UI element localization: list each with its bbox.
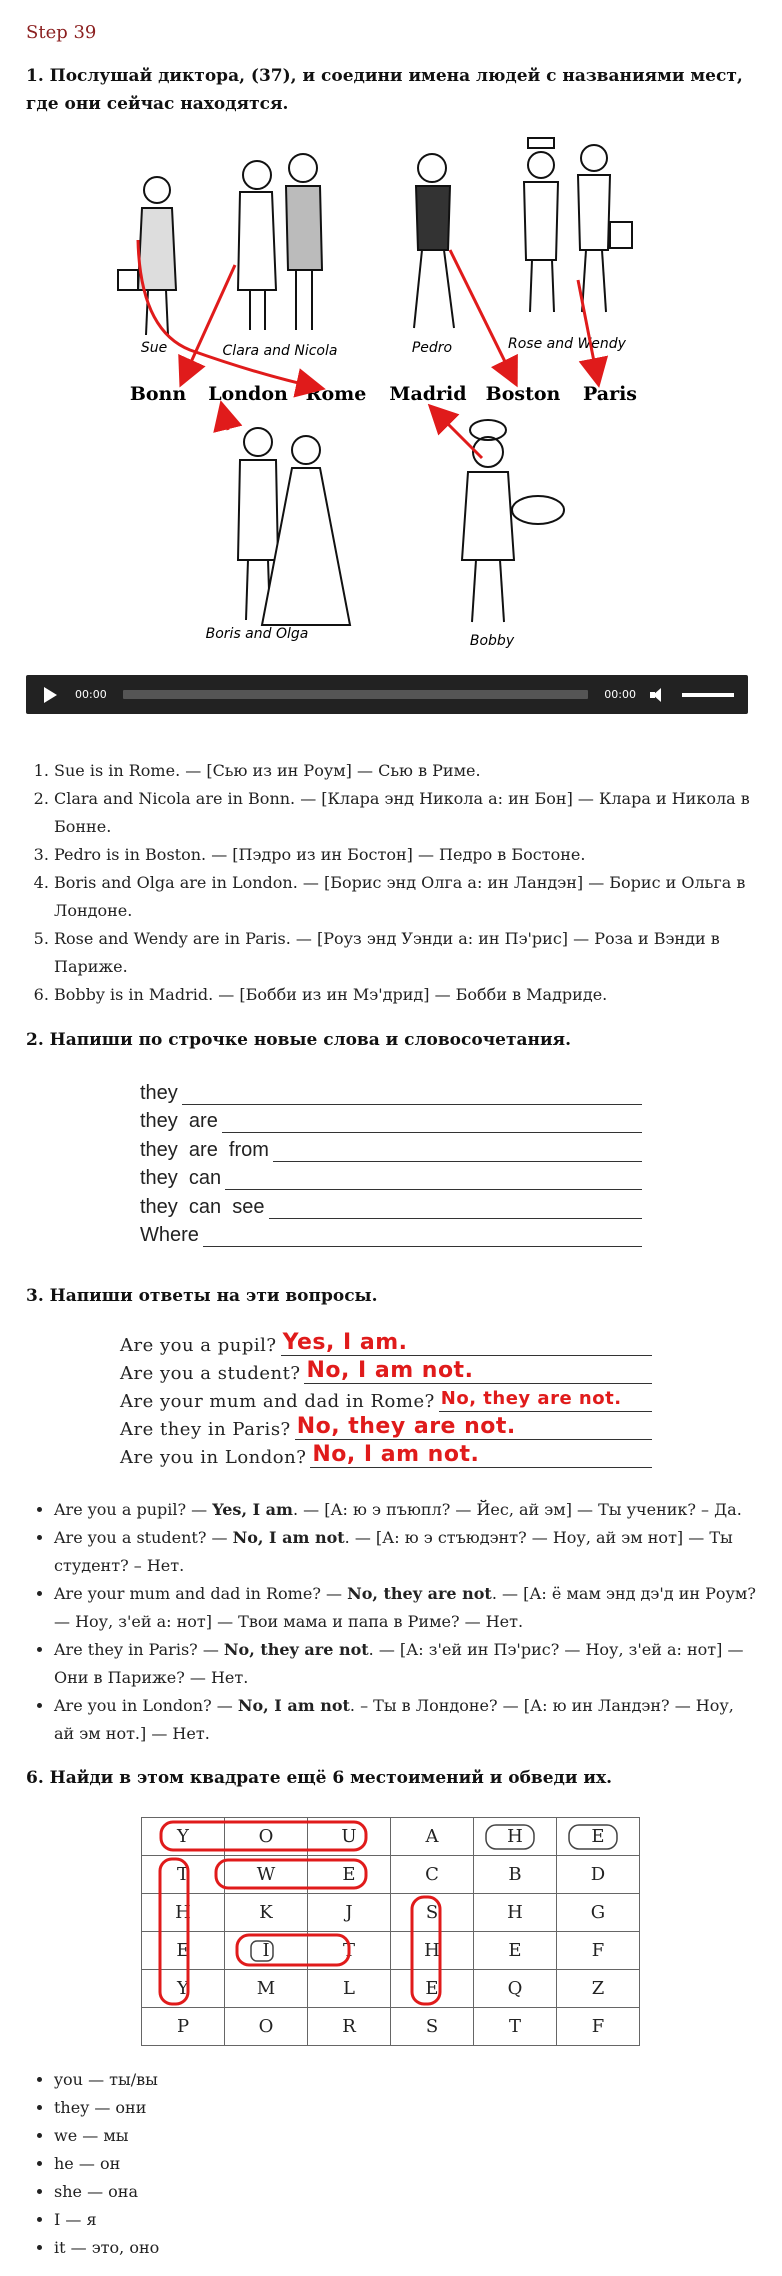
grid-cell: T — [308, 1932, 391, 1970]
arrow-boris-london — [222, 406, 228, 430]
play-icon[interactable] — [44, 687, 57, 703]
line-words: they are from — [140, 1138, 269, 1161]
arrow-pedro-boston — [450, 250, 515, 382]
grid-cell: S — [391, 1894, 474, 1932]
qa-row — [120, 1328, 652, 1356]
list-item: 6. Bobby is in Madrid. — [Бобби из ин Мэ'дрид] — Бобби в Мадриде. — [54, 981, 756, 1009]
step-title: Step 39 — [26, 22, 97, 43]
label-clara-nicola: Clara and Nicola — [222, 343, 338, 359]
section6-heading: 6. Найди в этом квадрате ещё 6 местоимений и обведи их. — [26, 1768, 613, 1788]
grid-cell: O — [225, 1818, 308, 1856]
grid-cell: A — [391, 1818, 474, 1856]
volume-icon[interactable] — [650, 688, 666, 702]
qa-row — [120, 1440, 652, 1468]
grid-cell: Q — [474, 1970, 557, 2008]
list-item: • Are you a student? — No, I am not. — [А: ю э стъюдэнт? — Ноу, ай эм нот] — Ты студент? – Нет. — [54, 1524, 756, 1580]
arrow-clara-bonn — [182, 265, 235, 382]
list-item: 1. Sue is in Rome. — [Сью из ин Роум] — Сью в Риме. — [54, 757, 756, 785]
grid-cell: W — [225, 1856, 308, 1894]
list-item: 2. Clara and Nicola are in Bonn. — [Клара энд Никола а: ин Бон] — Клара и Никола в Бонне. — [54, 785, 756, 841]
qa-worksheet — [120, 1328, 652, 1468]
line-words: Where — [140, 1224, 199, 1246]
grid-cell: E — [557, 1818, 640, 1856]
current-time: 00:00 — [75, 688, 107, 701]
qa-row — [120, 1412, 652, 1440]
answer: No, I am not. — [304, 1359, 652, 1384]
grid-cell: B — [474, 1856, 557, 1894]
circle-he — [486, 1825, 534, 1849]
answer: No, they are not. — [439, 1387, 652, 1412]
question: Are you in London? — [120, 1447, 307, 1468]
writing-line — [140, 1076, 642, 1105]
grid-cell: C — [391, 1856, 474, 1894]
list-item: 3. Pedro is in Boston. — [Пэдро из ин Бостон] — Педро в Бостоне. — [54, 841, 756, 869]
answer: No, I am not. — [310, 1443, 652, 1468]
question: Are your mum and dad in Rome? — [120, 1391, 435, 1412]
list-item: 4. Boris and Olga are in London. — [Борис энд Олга а: ин Ландэн] — Борис и Ольга в Лондоне. — [54, 869, 756, 925]
grid-cell: Y — [142, 1970, 225, 2008]
list-item: • you — ты/вы — [54, 2066, 756, 2094]
list-item: • they — они — [54, 2094, 756, 2122]
question: Are you a pupil? — [120, 1335, 277, 1356]
grid-cell: Z — [557, 1970, 640, 2008]
grid-cell: S — [391, 2008, 474, 2046]
grid-cell: T — [474, 2008, 557, 2046]
answer: Yes, I am. — [281, 1331, 652, 1356]
question: Are you a student? — [120, 1363, 301, 1384]
grid-cell: J — [308, 1894, 391, 1932]
list-item: • it — это, оно — [54, 2234, 756, 2262]
duration: 00:00 — [604, 688, 636, 701]
grid-cell: Y — [142, 1818, 225, 1856]
grid-cell: F — [557, 2008, 640, 2046]
matching-illustration — [110, 130, 670, 660]
section2-heading: 2. Напиши по строчке новые слова и словосочетания. — [26, 1030, 572, 1050]
list-item: • Are you a pupil? — Yes, I am. — [А: ю э пъюпл? — Йес, ай эм] — Ты ученик? – Да. — [54, 1496, 756, 1524]
grid-cell: K — [225, 1894, 308, 1932]
label-pedro: Pedro — [411, 340, 453, 356]
qa-row — [120, 1384, 652, 1412]
arrow-rose-paris — [578, 280, 598, 382]
grid-cell: E — [474, 1932, 557, 1970]
pronoun-list — [26, 2066, 756, 2262]
grid-cell: G — [557, 1894, 640, 1932]
writing-line — [140, 1190, 642, 1219]
place-madrid: Madrid — [389, 383, 467, 405]
grid-cell: M — [225, 1970, 308, 2008]
grid-cell: P — [142, 2008, 225, 2046]
grid-cell: H — [142, 1894, 225, 1932]
list-item: • Are you in London? — No, I am not. – Ты в Лондоне? — [А: ю ин Ландэн? — Ноу, ай эм нот.] — Нет. — [54, 1692, 756, 1748]
grid-circles — [141, 1817, 641, 2052]
grid-cell: F — [557, 1932, 640, 1970]
circle-she — [412, 1897, 440, 2004]
list-item: • he — он — [54, 2150, 756, 2178]
grid-cell: H — [474, 1818, 557, 1856]
volume-slider[interactable] — [682, 693, 734, 697]
grid-cell: T — [142, 1856, 225, 1894]
list-item: • we — мы — [54, 2122, 756, 2150]
grid-cell: D — [557, 1856, 640, 1894]
place-bonn: Bonn — [129, 383, 187, 405]
writing-line — [140, 1133, 642, 1162]
grid-cell: I — [225, 1932, 308, 1970]
grid-cell: H — [391, 1932, 474, 1970]
line-words: they — [140, 1081, 178, 1104]
line-words: they are — [140, 1110, 218, 1132]
writing-lines — [140, 1076, 642, 1247]
section3-heading: 3. Напиши ответы на эти вопросы. — [26, 1286, 378, 1306]
grid-cell: H — [474, 1894, 557, 1932]
seek-bar[interactable] — [123, 690, 589, 699]
writing-line — [140, 1162, 642, 1191]
grid-cell: E — [142, 1932, 225, 1970]
grid-cell: U — [308, 1818, 391, 1856]
label-rose-wendy: Rose and Wendy — [508, 336, 626, 352]
grid-cell: E — [391, 1970, 474, 2008]
list-item: • Are they in Paris? — No, they are not. — [А: з'ей ин Пэ'рис? — Ноу, з'ей а: нот] — Они в Париже? — Нет. — [54, 1636, 756, 1692]
grid-cell: R — [308, 2008, 391, 2046]
label-bobby: Bobby — [469, 633, 515, 649]
answer: No, they are not. — [295, 1415, 652, 1440]
grid-cell: O — [225, 2008, 308, 2046]
line-words: they can see — [140, 1195, 265, 1218]
answers-list-3 — [26, 1496, 756, 1748]
place-london: London — [208, 383, 288, 405]
label-sue: Sue — [140, 340, 168, 356]
section1-heading: 1. Послушай диктора, (37), и соедини имена людей с названиями мест, где они сейчас находятся. — [26, 66, 743, 114]
place-paris: Paris — [582, 383, 638, 405]
grid-cell: L — [308, 1970, 391, 2008]
list-item: • Are your mum and dad in Rome? — No, they are not. — [А: ё мам энд дэ'д ин Роум? — Ноу, з'ей а: нот] — Твои мама и папа в Риме? — Нет. — [54, 1580, 756, 1636]
writing-line — [140, 1219, 642, 1248]
audio-player — [26, 675, 748, 714]
circle-they — [160, 1859, 188, 2004]
question: Are they in Paris? — [120, 1419, 291, 1440]
place-boston: Boston — [485, 383, 561, 405]
circle-we — [216, 1860, 366, 1888]
label-boris-olga: Boris and Olga — [205, 626, 309, 642]
grid-cell: E — [308, 1856, 391, 1894]
place-rome: Rome — [305, 383, 367, 405]
writing-line — [140, 1105, 642, 1134]
list-item: • she — она — [54, 2178, 756, 2206]
circle-you — [161, 1822, 366, 1850]
answers-list-1 — [26, 757, 756, 1009]
line-words: they can — [140, 1167, 222, 1189]
list-item: • I — я — [54, 2206, 756, 2234]
qa-row — [120, 1356, 652, 1384]
list-item: 5. Rose and Wendy are in Paris. — [Роуз энд Уэнди а: ин Пэ'рис] — Роза и Вэнди в Париже. — [54, 925, 756, 981]
